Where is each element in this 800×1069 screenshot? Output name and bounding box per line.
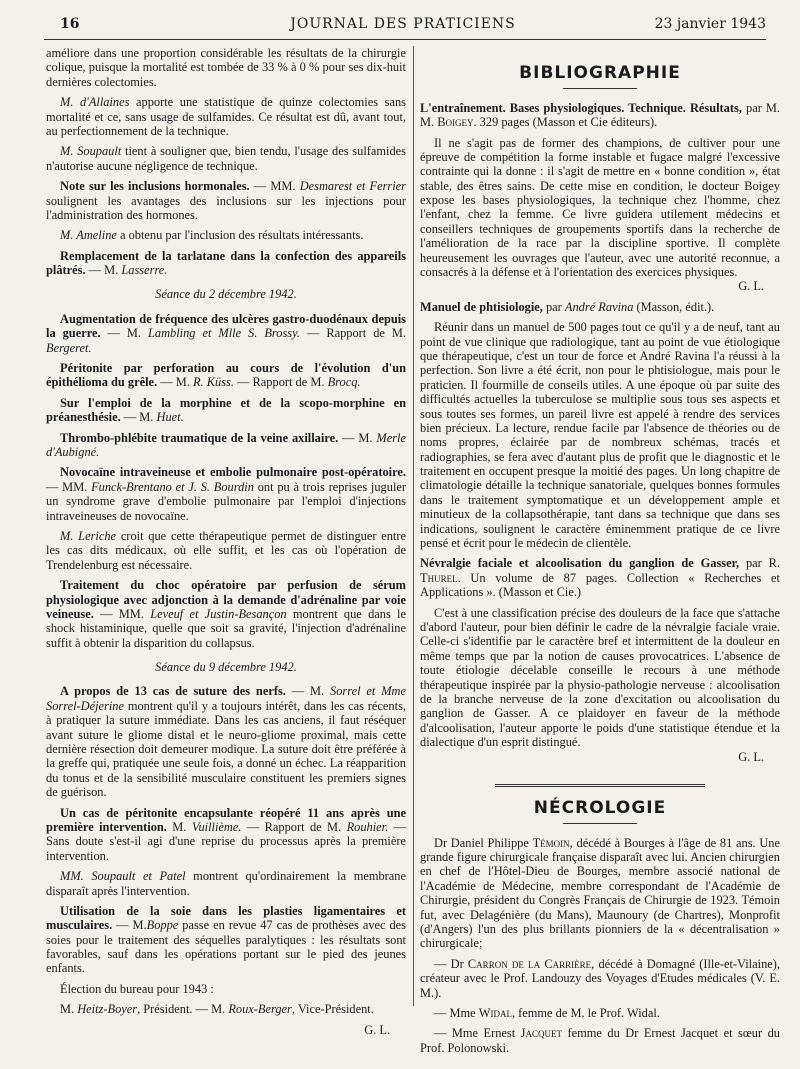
text: — Mme Ernest: [434, 1026, 521, 1041]
book-entry-heading: [420, 101, 780, 130]
author-name: Bergeret.: [46, 340, 92, 355]
author-name: M. Ameline: [60, 228, 117, 243]
paragraph: [46, 228, 406, 242]
signature: G. L.: [364, 1022, 390, 1037]
paragraph: [46, 144, 406, 173]
communication-title: Novocaïne intraveineuse et embolie pulmonaire post-opératoire.: [60, 465, 406, 480]
text: a obtenu par l'inclusion des résultats intéressants.: [116, 228, 364, 243]
book-title: L'entraînement. Bases physiologiques. Technique. Résultats,: [420, 100, 742, 115]
text: — MM.: [249, 179, 300, 194]
text: — Dr: [434, 956, 468, 971]
text: M.: [166, 819, 192, 834]
author-name: Brocq.: [327, 375, 361, 390]
author-name: Boppe: [146, 918, 179, 933]
communication: [46, 578, 406, 650]
communication-title: Sur l'emploi de la morphine et de la scopo-morphine en préanesthésie.: [46, 395, 406, 425]
author-name: Desmarest et Ferrier: [299, 179, 406, 194]
text: — Mme: [434, 1005, 479, 1020]
book-entry-heading: [420, 556, 780, 599]
author-name: Lambling et Mlle S. Brossy.: [148, 326, 300, 341]
page-number: 16: [60, 16, 80, 32]
obituary-entry: [420, 1006, 780, 1020]
text: femme du Dr Ernest Jacquet et sœur du Prof. Polonowski.: [420, 1026, 780, 1055]
session-heading: Séance du 9 décembre 1942.: [155, 660, 297, 675]
text: — MM.: [46, 479, 92, 494]
text: , femme de M. le Prof. Widal.: [511, 1005, 660, 1020]
communication-title: Utilisation de la soie dans les plasties ligamentaires et musculaires.: [46, 903, 406, 933]
communication: [46, 249, 406, 278]
paragraph: Élection du bureau pour 1943 :: [60, 981, 214, 996]
text: — Rapport de M.: [300, 326, 406, 341]
author-name: Lasserre.: [121, 263, 168, 278]
communication: [46, 396, 406, 425]
text: montrent qu'ordinairement la membrane disparaît après l'intervention.: [46, 869, 406, 898]
text: — M.: [100, 326, 148, 341]
paragraph: [46, 1002, 406, 1016]
text: . Un volume de 87 pages. Collection « Recherches et Applications ». (Masson et Cie.): [420, 570, 780, 600]
session-heading: Séance du 2 décembre 1942.: [155, 287, 297, 302]
person-name: Carron de la Carrière: [467, 956, 592, 971]
signature: G. L.: [738, 279, 764, 294]
paragraph: Il ne s'agit pas de former des champions, de cultiver pour une épreuve de compétition la forme instable et fugace malgré l'excessive contrainte qui la donne : il s'agit de mettre en « bonne condition », état stable, des êtres sains. De cette mise en condition, le docteur Boigey expose les bases physiologiques, la technique chez l'homme, chez l'enfant, chez la femme. Ce livre guidera utilement médecins et conseillers techniques de groupements sportifs dans la recherche de l'amélioration de la race par la discipline sportive. Il complète heureusement les ouvrages que l'auteur, avec une autorité reconnue, a consacrés à la défense et à l'orientation des exercices physiques.: [420, 135, 780, 280]
title-rule: [563, 823, 637, 824]
text: par M. M.: [420, 100, 780, 130]
title-rule: [563, 88, 637, 89]
communication-title: Un cas de péritonite encapsulante réopéré 11 ans après une première intervention.: [46, 805, 406, 834]
text: montrent que dans le shock histaminique, quelle que soit sa gravité, l'injection d'adrénaline suffit à obtenir la disparition du collapsus.: [46, 606, 407, 650]
text: — M.: [120, 410, 157, 425]
issue-date: 23 janvier 1943: [654, 16, 766, 32]
communication-title: Remplacement de la tarlatane dans la confection des appareils plâtrés.: [46, 248, 406, 278]
text: ont pu à trois reprises juguler un syndrome grave d'embolie pulmonaire par l'emploi d'injections intraveineuses de novocaïne.: [46, 479, 407, 523]
text: — Rapport de M.: [241, 819, 347, 834]
person-name: Témoin: [532, 835, 570, 850]
right-column: [420, 46, 780, 1061]
text: apporte une statistique de quinze colectomies sans mortalité et ce, sans usage de sulfamides. Ce résultat est dû, avant tout, au perfectionnement de la technique.: [46, 95, 406, 138]
left-column: [46, 46, 406, 1043]
book-entry-heading: [420, 300, 780, 314]
paragraph: C'est à une classification précise des douleurs de la face que s'attache d'abord l'auteur, pour bien définir le cadre de la névralgie faciale vraie. Celle-ci s'identifie par le caractère bref et intermittent de la douleur en même temps que par la notion de causes provocatrices. L'absence de toute étiologie décelable conseille le recours à une méthode thérapeutique inspirée par la physio-pathologie nerveuse : alcoolisation de la branche nerveuse de la zone d'excitation ou alcoolisation du ganglion de Gasser. A ce plaidoyer en faveur de la méthode d'alcoolisation, l'auteur apporte le poids d'une statistique étendue et la dialectique d'un esprit distingué.: [420, 605, 780, 750]
author-name: M. Leriche: [60, 528, 117, 543]
text: — M.: [338, 430, 377, 445]
communication-title: Augmentation de fréquence des ulcères gastro-duodénaux depuis la guerre.: [46, 311, 406, 341]
section-title-necrologie: NÉCROLOGIE: [533, 797, 667, 818]
author-name: Leveuf et Justin-Besançon: [150, 606, 287, 621]
section-separator: [495, 784, 705, 789]
communication: [46, 431, 406, 460]
text: passe en revue 47 cas de prothèses avec des soies pour le traitement des séquelles paralytiques : les résultats sont favorables, sauf dans les opérations portant sur le pied des jeunes enfants.: [46, 918, 407, 976]
author-name: Funck-Brentano et J. S. Bourdin: [91, 479, 254, 494]
communication: [46, 179, 406, 222]
paragraph: [46, 95, 406, 138]
header-rule: [44, 39, 766, 40]
author-name: Vuillième.: [191, 819, 242, 834]
section-title-bibliographie: BIBLIOGRAPHIE: [519, 63, 681, 83]
communication: [46, 361, 406, 390]
communication-title: Note sur les inclusions hormonales.: [60, 179, 250, 194]
paragraph: [46, 869, 406, 898]
author-name: R. Küss.: [192, 375, 234, 390]
journal-title: JOURNAL DES PRATICIENS: [290, 16, 516, 32]
text: — Rapport de M.: [233, 375, 328, 390]
author-name: Huet.: [156, 410, 184, 425]
author-name: Sorrel et Mme Sorrel-Déjerine: [46, 684, 406, 713]
author-name: M. Soupault: [60, 144, 122, 159]
author-name: Rouhier.: [346, 819, 389, 834]
book-title: Manuel de phtisiologie,: [420, 299, 543, 314]
paragraph: Réunir dans un manuel de 500 pages tout ce qu'il y a de neuf, tant au point de vue clinique que radiologique, tant au point de vue étiologique que thérapeutique, c'est un tour de force et André Ravina l'a réussi à la perfection. Son livre a été écrit, non pour le phtisiologue, mais pour le praticien. Il fourmille de conseils utiles. A une époque où par suite des difficultés actuelles la tuberculose se multiplie sous tous ses aspects et sous toutes ses formes, un pareil livre est appelé à rendre des services bien précieux. La lecture, rendue facile par l'absence de théories ou de noms propres, éclairée par de nombreux schémas, tracés et radiographies, se fera avec d'autant plus de profit que le diagnostic et le traitement en occupent presque la moitié des pages. Un long chapitre de climatologie détaille la technique sanatoriale, quelques bonnes formules dans le traitement symptomatique et un développement ample et minutieux de la collapsothérapie, tant dans sa technique que dans ses indications, soulignent le caractère éminemment pratique de ce livre pensé et écrit pour le médecin de clientèle.: [420, 320, 780, 551]
text: — M.: [85, 263, 122, 278]
author-name: Merle d'Aubigné.: [46, 430, 406, 459]
communication: [46, 904, 406, 976]
page-header: [40, 16, 766, 38]
communication-title: Traitement du choc opératoire par perfusion de sérum physiologique avec adjonction à la demande d'adrénaline par voie veineuse.: [46, 578, 406, 621]
text: , décédé à Bourges à l'âge de 81 ans. Une grande figure chirurgicale française disparaît avec lui. Ancien chirurgien en chef de l'Hôtel-Dieu de Bourges, membre associé national de l'Académie de Médecine, membre correspondant de l'Académie de Chirurgie, président du Congrès Français de Chirurgie de 1923. Témoin fut, avec Delagénière (du Mans), Maunoury (de Chartres), Monprofit (d'Angers) l'un des plus brillants pionniers de la « décentralisation » chirurgicale;: [420, 835, 780, 951]
text: . 329 pages (Masson et Cie éditeurs).: [473, 115, 658, 130]
author-name: M. d'Allaines: [60, 95, 130, 110]
text: — MM.: [93, 606, 151, 621]
obituary-entry: [420, 957, 780, 1000]
text: par: [542, 299, 565, 314]
obituary-entry: [420, 836, 780, 951]
text: par R.: [739, 556, 780, 571]
text: , Président. — M.: [137, 1002, 229, 1017]
author-name: Thurel: [420, 570, 458, 585]
communication-title: Péritonite par perforation au cours de l'évolution d'un épithélioma du grêle.: [46, 361, 406, 390]
communication: [46, 465, 406, 523]
text: , Vice-Président.: [291, 1002, 374, 1017]
person-name: Jacquet: [520, 1026, 562, 1041]
text: — M.: [112, 918, 147, 933]
column-divider: [413, 46, 414, 1006]
text: , décédé à Domagné (Ille-et-Vilaine), créateur avec le Prof. Landouzy des Voyages d'Etudes médicales (V. E. M.).: [420, 956, 780, 1000]
communication: [46, 312, 406, 355]
paragraph: [46, 529, 406, 572]
text: — M.: [157, 375, 193, 390]
text: soulignent les avantages des inclusions sur les injections pour l'administration des hormones.: [46, 193, 406, 222]
text: M.: [60, 1002, 78, 1017]
book-title: Névralgie faciale et alcoolisation du ganglion de Gasser,: [420, 556, 740, 571]
signature: G. L.: [738, 749, 764, 764]
text: — Sans doute s'est-il agi d'une reprise du processus après la première intervention.: [46, 819, 407, 863]
communication: [46, 806, 406, 864]
person-name: Widal: [478, 1005, 512, 1020]
author-name: Roux-Berger: [228, 1002, 292, 1017]
author-name: André Ravina: [564, 299, 634, 314]
communication-title: A propos de 13 cas de suture des nerfs.: [60, 684, 286, 699]
author-name: Heitz-Boyer: [77, 1002, 138, 1017]
obituary-entry: [420, 1026, 780, 1055]
text: (Masson, édit.).: [633, 299, 715, 314]
text: tient à souligner que, bien tendu, l'usage des sulfamides n'autorise aucune négligence de technique.: [46, 144, 406, 173]
communication-title: Thrombo-phlébite traumatique de la veine axillaire.: [60, 430, 339, 445]
paragraph: améliore dans une proportion considérable les résultats de la chirurgie colique, puisque la mortalité est tombée de 33 % à 0 % pour ses dix-huit dernières colectomies.: [46, 46, 406, 89]
text: croit que cette thérapeutique permet de distinguer entre les cas dits médicaux, où elle suffit, et les cas où l'opération de Trendelenburg est nécessaire.: [46, 528, 406, 572]
text: — M.: [285, 684, 330, 699]
author-name: MM. Soupault et Patel: [60, 869, 186, 884]
communication: [46, 684, 406, 799]
author-name: Boigey: [437, 115, 474, 130]
text: montrent qu'il y a toujours intérêt, dans les cas récents, à pratiquer la suture immédiate. Dans les cas anciens, il faut réséquer avant suture le gliome distal et le neuro-gliome proximal, mais cette dernière résection doit demeurer modique. La suture doit être préférée à la greffe qui, pratiquée une seule fois, a donné un échec. La réapparition du tonus et de la sensibilité musculaire constituent les premiers signes de guérison.: [46, 698, 406, 800]
text: Dr Daniel Philippe: [434, 835, 533, 850]
